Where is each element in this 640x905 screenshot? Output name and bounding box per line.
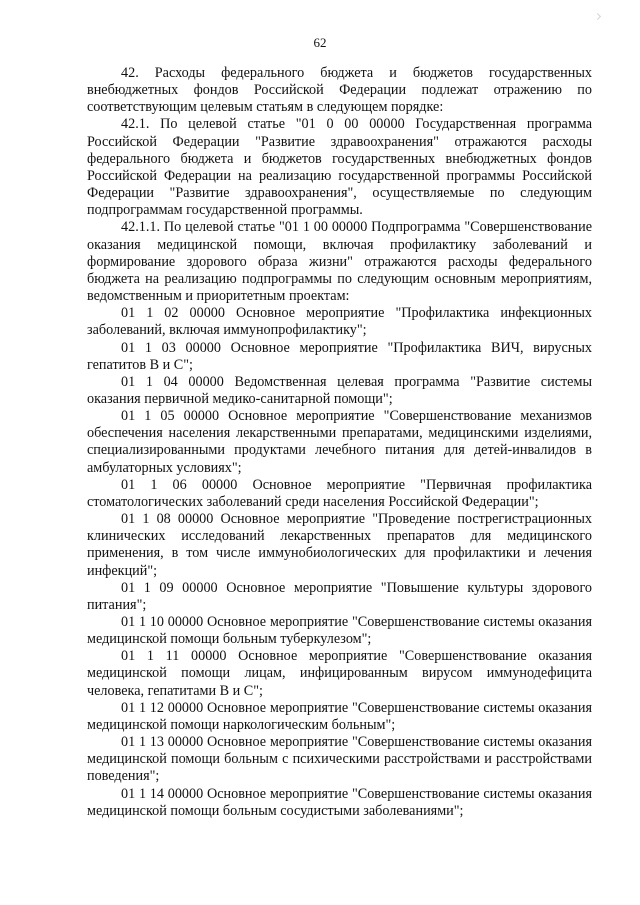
paragraph-42-1: 42.1. По целевой статье "01 0 00 00000 Государственная программа Российской Федерации "Развитие здравоохранения" отражаются расходы федерального бюджета и бюджетов государственных внебюджетных фондов Российской Федерации на реализацию государственной программы Российской Федерации "Развитие здравоохранения", осуществляемые по следующим подпрограммам государственной программы. [87,116,592,219]
list-item: 01 1 06 00000 Основное мероприятие "Первичная профилактика стоматологических заболеваний среди населения Российской Федерации"; [87,476,592,510]
scan-mark [594,13,601,20]
list-item: 01 1 14 00000 Основное мероприятие "Совершенствование системы оказания медицинской помощи больным сосудистыми заболеваниями"; [87,785,592,819]
paragraph-42-1-1: 42.1.1. По целевой статье "01 1 00 00000 Подпрограмма "Совершенствование оказания медицинской помощи, включая профилактику заболеваний и формирование здорового образа жизни" отражаются расходы федерального бюджета на реализацию подпрограммы по следующим основным мероприятиям, ведомственным и приоритетным проектам: [87,219,592,305]
list-item: 01 1 11 00000 Основное мероприятие "Совершенствование оказания медицинской помощи лицам, инфицированным вирусом иммунодефицита человека, гепатитами B и C"; [87,648,592,699]
list-item: 01 1 08 00000 Основное мероприятие "Проведение пострегистрационных клинических исследований лекарственных препаратов для медицинского применения, в том числе иммунобиологических для профилактики и лечения инфекций"; [87,511,592,579]
list-item: 01 1 03 00000 Основное мероприятие "Профилактика ВИЧ, вирусных гепатитов B и C"; [87,339,592,373]
document-body [87,65,592,820]
list-item: 01 1 04 00000 Ведомственная целевая программа "Развитие системы оказания первичной медико-санитарной помощи"; [87,373,592,407]
list-item: 01 1 05 00000 Основное мероприятие "Совершенствование механизмов обеспечения населения лекарственными препаратами, медицинскими изделиями, специализированными продуктами лечебного питания для детей-инвалидов в амбулаторных условиях"; [87,408,592,476]
list-item: 01 1 09 00000 Основное мероприятие "Повышение культуры здорового питания"; [87,579,592,613]
list-item: 01 1 02 00000 Основное мероприятие "Профилактика инфекционных заболеваний, включая иммунопрофилактику"; [87,305,592,339]
list-item: 01 1 13 00000 Основное мероприятие "Совершенствование системы оказания медицинской помощи больным с психическими расстройствами и расстройствами поведения"; [87,734,592,785]
paragraph-42: 42. Расходы федерального бюджета и бюджетов государственных внебюджетных фондов Российской Федерации подлежат отражению по соответствующим целевым статьям в следующем порядке: [87,65,592,116]
list-item: 01 1 10 00000 Основное мероприятие "Совершенствование системы оказания медицинской помощи больным туберкулезом"; [87,614,592,648]
page-number: 62 [313,35,327,50]
list-item: 01 1 12 00000 Основное мероприятие "Совершенствование системы оказания медицинской помощи наркологическим больным"; [87,699,592,733]
